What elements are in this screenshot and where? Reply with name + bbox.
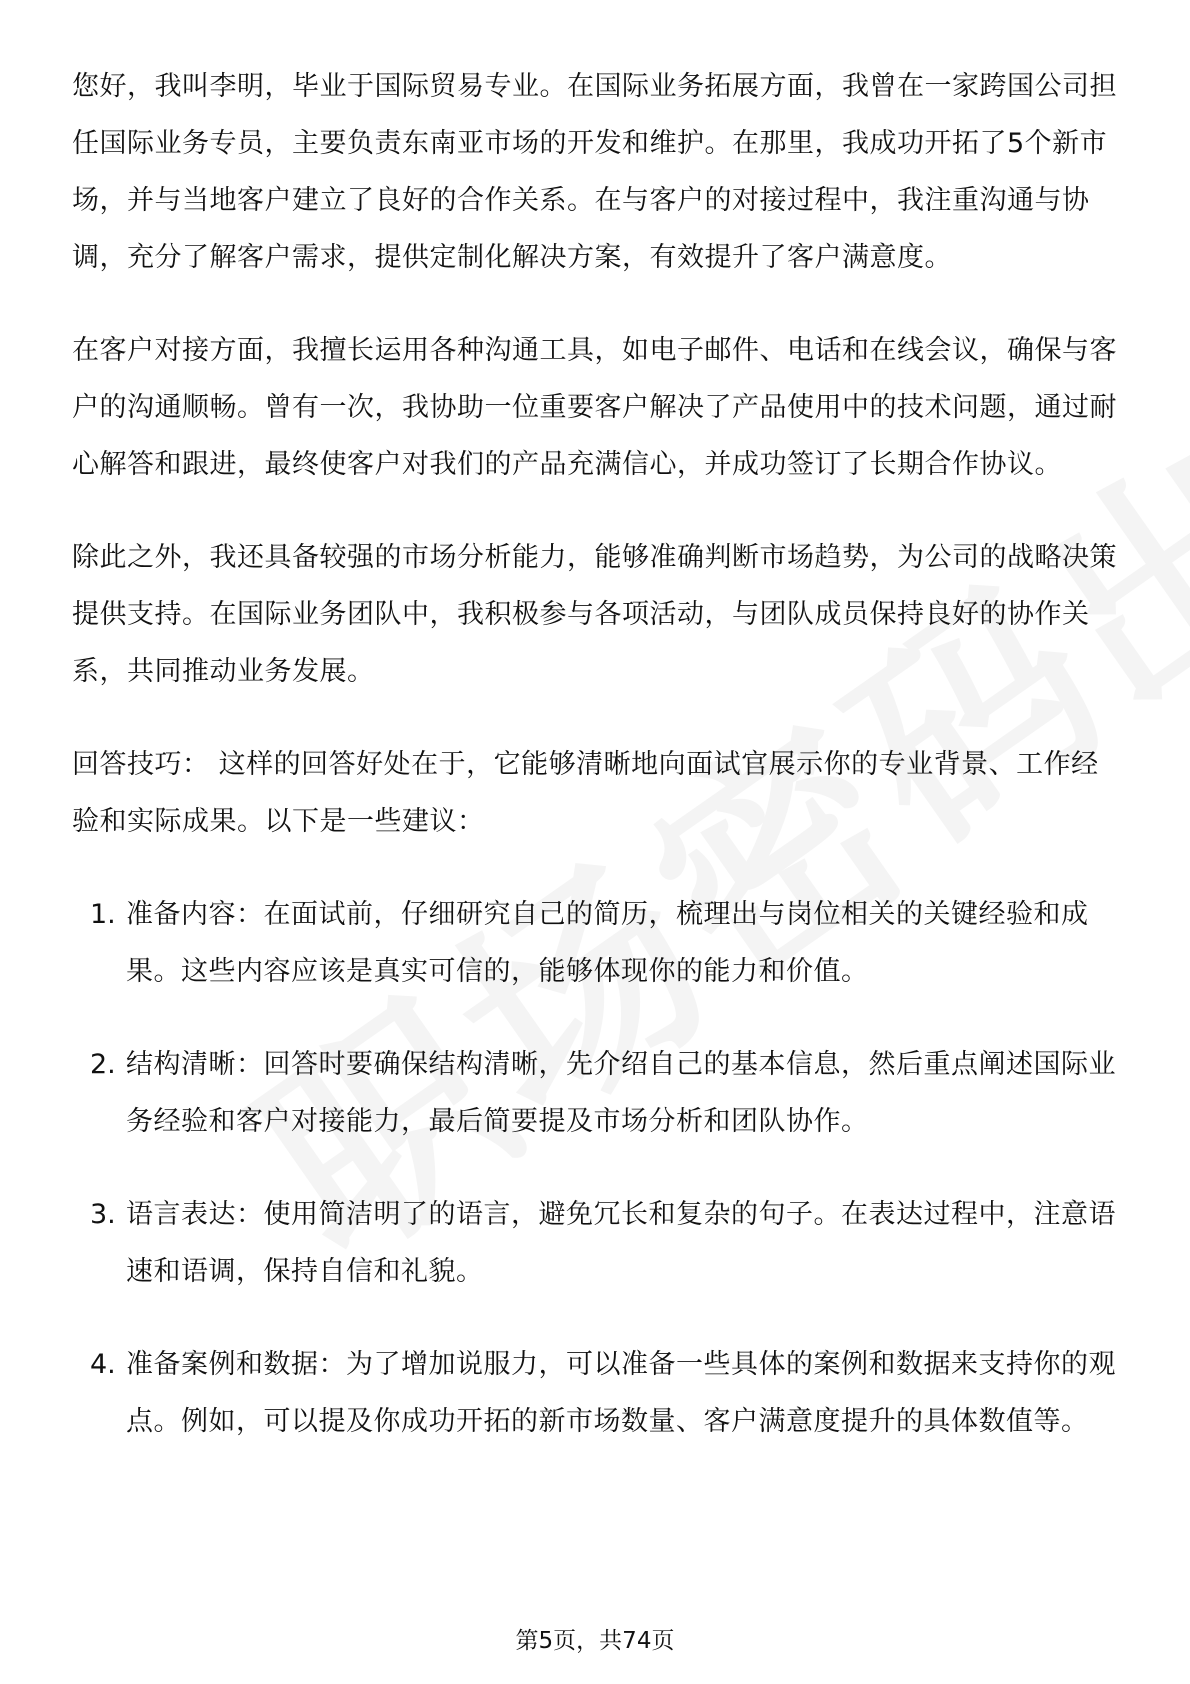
paragraph-answer-tips: 回答技巧： 这样的回答好处在于，它能够清晰地向面试官展示你的专业背景、工作经验和实际成果。以下是一些建议： xyxy=(72,749,1099,837)
list-item xyxy=(72,1186,1118,1300)
list-item-number: 1. xyxy=(90,899,116,930)
page-number: 第5页，共74页 xyxy=(515,1628,675,1654)
list-item xyxy=(72,886,1118,1000)
list-item-number: 4. xyxy=(90,1349,116,1380)
list-item-text: 准备内容：在面试前，仔细研究自己的简历，梳理出与岗位相关的关键经验和成果。这些内容应该是真实可信的，能够体现你的能力和价值。 xyxy=(126,899,1089,987)
list-item xyxy=(72,1336,1118,1450)
paragraph-client-communication: 在客户对接方面，我擅长运用各种沟通工具，如电子邮件、电话和在线会议，确保与客户的沟通顺畅。曾有一次，我协助一位重要客户解决了产品使用中的技术问题，通过耐心解答和跟进，最终使客户对我们的产品充满信心，并成功签订了长期合作协议。 xyxy=(72,335,1117,480)
list-item-number: 3. xyxy=(90,1199,116,1230)
list-item-text: 语言表达：使用简洁明了的语言，避免冗长和复杂的句子。在表达过程中，注意语速和语调，保持自信和礼貌。 xyxy=(126,1199,1116,1287)
list-item-text: 准备案例和数据：为了增加说服力，可以准备一些具体的案例和数据来支持你的观点。例如，可以提及你成功开拓的新市场数量、客户满意度提升的具体数值等。 xyxy=(126,1349,1116,1437)
list-item-text: 结构清晰：回答时要确保结构清晰，先介绍自己的基本信息，然后重点阐述国际业务经验和客户对接能力，最后简要提及市场分析和团队协作。 xyxy=(126,1049,1116,1137)
document-body xyxy=(72,58,1118,1486)
list-item xyxy=(72,1036,1118,1150)
paragraph-intro: 您好，我叫李明，毕业于国际贸易专业。在国际业务拓展方面，我曾在一家跨国公司担任国际业务专员，主要负责东南亚市场的开发和维护。在那里，我成功开拓了5个新市场，并与当地客户建立了良好的合作关系。在与客户的对接过程中，我注重沟通与协调，充分了解客户需求，提供定制化解决方案，有效提升了客户满意度。 xyxy=(72,71,1117,273)
tips-list xyxy=(72,886,1118,1450)
list-item-number: 2. xyxy=(90,1049,116,1080)
paragraph-market-analysis: 除此之外，我还具备较强的市场分析能力，能够准确判断市场趋势，为公司的战略决策提供支持。在国际业务团队中，我积极参与各项活动，与团队成员保持良好的协作关系，共同推动业务发展。 xyxy=(72,542,1117,687)
